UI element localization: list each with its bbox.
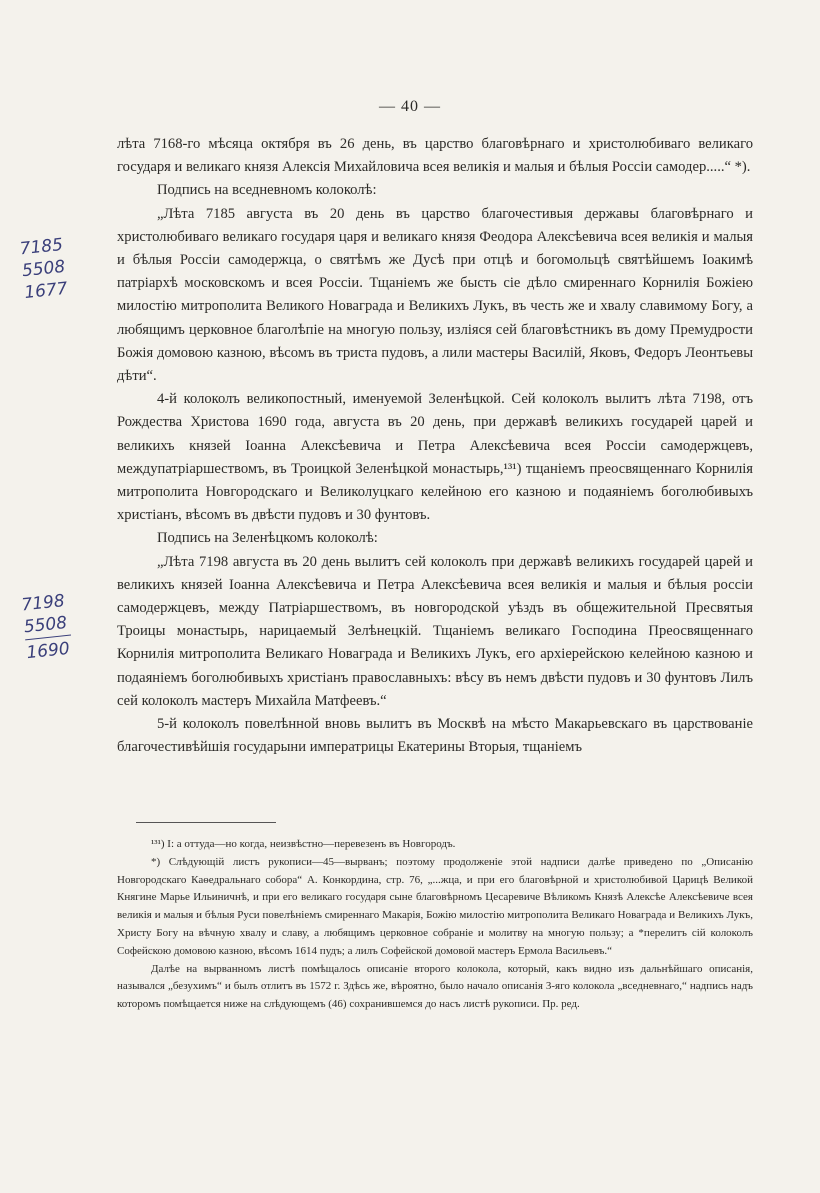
- margin-note-line: 1677: [23, 278, 69, 304]
- page-number: — 40 —: [379, 98, 441, 115]
- footnote: *) Слѣдующій листъ рукописи—45—вырванъ; поэтому продолженіе этой надписи далѣе приведено по „Описанію Новгородскаго Каѳедральнаго собора“ А. Конкордина, стр. 76, „...жца, и при его благовѣрной и христолюбивой Царицѣ Великой Княгине Марье Ильиничнѣ, и при его великаго государя сыне благовѣрномъ Цесаревиче Вѣликомъ Князѣ Алексѣе Алексѣевиче всея великія и малыя и бѣлыя Руси повелѣніемъ смиреннаго Макарія, Божію милостію митрополита Великаго Новаграда и Великихъ Лукъ, Христу Богу на вѣчную хвалу и славу, а любящимъ церковное собраніе и молитву на многую пользу; а *перелитъ сій колоколъ Софейскою домовою казною, вѣсомъ 1614 пудъ; а лилъ Софейской домовой мастеръ Ермола Васильевъ.“: [117, 855, 753, 957]
- footnote: Далѣе на вырванномъ листѣ помѣщалось описаніе второго колокола, который, какъ видно изъ дальнѣйшаго описанія, назывался „безухимъ“ и былъ отлитъ въ 1572 г. Здѣсь же, вѣроятно, было начало описанія 3-яго колокола „вседневнаго,“ надпись надъ которомъ помѣщается ниже на слѣдующемъ (46) сохранившемся до насъ листѣ рукописи. Пр. ред.: [117, 962, 753, 1011]
- paragraph: Подпись на Зеленѣцкомъ колоколѣ:: [157, 530, 378, 547]
- margin-note-line: 1690: [25, 638, 71, 664]
- margin-note-line: 7198: [20, 591, 66, 616]
- footnote: ¹³¹) І: а оттуда—но когда, неизвѣстно—перевезенъ въ Новгородъ.: [151, 838, 456, 850]
- main-text: [117, 133, 753, 759]
- margin-note-line: 7185: [18, 234, 64, 260]
- paragraph: „Лѣта 7198 августа въ 20 день вылитъ сей колоколъ при державѣ великихъ государей царей и великихъ князей Іоанна Алексѣевича и Петра Алексѣевича всея великія и малыя и бѣлыя россіи самодержцевъ, между Патріаршествомъ, въ новгородской уѣздъ въ общежительной Пресвятыя Троицы монастырь, нарицаемый Зелѣнецкій. Тщаніемъ великаго Господина Преосвященнаго Корнилія митрополита Великаго Новаграда и Великихъ Лукъ, его архіерейскою келейною казною и подаяніемъ боголюбивыхъ христіанъ православныхъ: вѣсу въ немъ двѣсти пудовъ и 30 фунтовъ Лилъ сей колоколъ мастеръ Михайла Матфеевъ.“: [117, 553, 753, 709]
- handwritten-margin-note-2: [20, 590, 73, 664]
- footnote-divider: [136, 822, 276, 823]
- margin-note-line: 5508: [22, 612, 68, 638]
- paragraph: лѣта 7168-го мѣсяца октября въ 26 день, въ царство благовѣрнаго и христолюбиваго великаго государя и великаго князя Алексія Михайловича всея великія и малыя и бѣлыя Россіи самодер.....“ *).: [117, 136, 753, 176]
- margin-note-line: 5508: [21, 256, 67, 282]
- paragraph: „Лѣта 7185 августа въ 20 день въ царство благочестивыя державы благовѣрнаго и христолюбиваго великаго государя царя и великаго князя Феодора Алексѣевича всея великія и малыя и бѣлыя Россіи самодержца, о святѣмъ же Дусѣ при отцѣ и богомольцѣ святѣйшемъ Іоакимѣ патріархѣ московскомъ и всея Россіи. Тщаніемъ же бысть сіе дѣло смиреннаго Корнилія Божіею милостію митрополита Великого Новаграда и Великихъ Лукъ, въ честь же и хвалу славимому Богу, а любящимъ церковное благолѣпіе на многую пользу, изліяся сей благовѣстникъ въ дому Премудрости Божія домовою казною, вѣсомъ въ триста пудовъ, а лили мастеры Василій, Яковъ, Федоръ Леонтьевы дѣти“.: [117, 205, 753, 385]
- paragraph: 4-й колоколъ великопостный, именуемой Зеленѣцкой. Сей колоколъ вылитъ лѣта 7198, отъ Рождества Христова 1690 года, августа въ 20 день, при державѣ великихъ государей царей и великихъ князей Іоанна Алексѣевича и Петра Алексѣевича всея Россіи самодержцевъ, междупатріаршествомъ, въ Троицкой Зеленѣцкой монастырь,¹³¹) тщаніемъ преосвященнаго Корнилія митрополита Новгородскаго и Великолуцкаго келейною его казною и подаяніемъ боголюбивыхъ христіанъ, вѣсомъ въ двѣсти пудовъ и 30 фунтовъ.: [117, 391, 753, 524]
- paragraph: 5-й колоколъ повелѣнной вновь вылитъ въ Москвѣ на мѣсто Макарьевскаго въ царствованіе благочестивѣйшія государыни императрицы Екатерины Вторыя, тщаніемъ: [117, 716, 753, 756]
- paragraph: Подпись на вседневномъ колоколѣ:: [157, 182, 377, 199]
- footnotes: [117, 836, 753, 1014]
- handwritten-margin-note-1: [19, 234, 69, 304]
